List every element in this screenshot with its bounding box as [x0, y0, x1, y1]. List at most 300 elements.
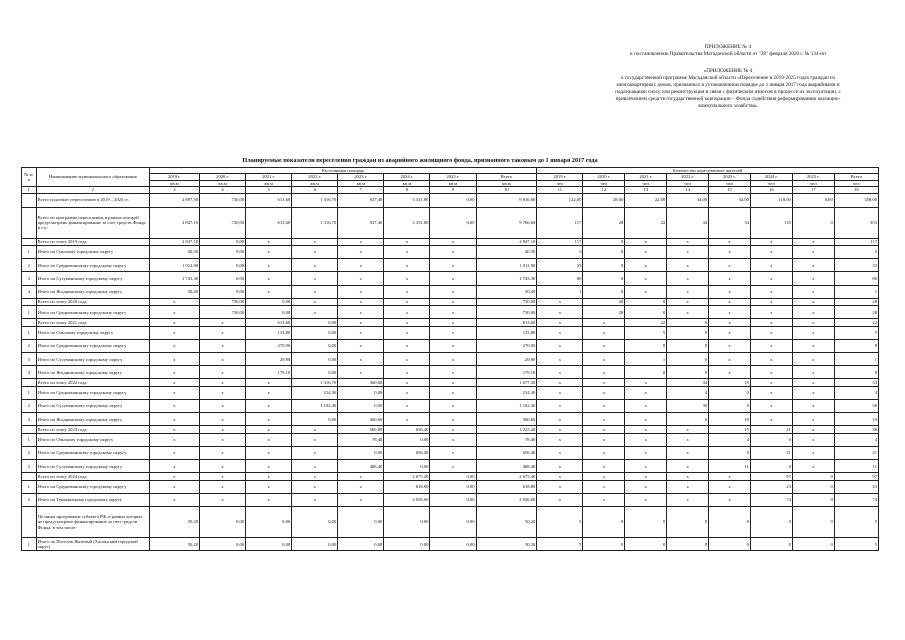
table-cell: 19 [709, 413, 751, 426]
table-cell: 1 743,30 [476, 272, 537, 285]
column-number: 5 [246, 187, 292, 193]
table-cell: 15 [709, 426, 751, 433]
table-cell: x [338, 366, 384, 379]
table-row [22, 413, 879, 426]
table-row [22, 298, 879, 305]
table-cell: 353 [834, 207, 878, 238]
row-number: 3 [22, 272, 37, 285]
table-cell: 0,00 [430, 207, 476, 238]
col-header-count: Количество переселяемых жителей [537, 168, 879, 174]
table-cell: 74 [750, 493, 792, 506]
table-cell: x [709, 306, 751, 319]
year-header: 2022 г. [667, 174, 709, 180]
table-cell: x [750, 379, 792, 386]
unit-header: чел [537, 180, 583, 186]
table-cell: x [667, 285, 709, 298]
column-number: 18 [834, 187, 878, 193]
year-header: 2024 г. [750, 174, 792, 180]
table-cell: 927,40 [338, 193, 384, 207]
column-number: 16 [750, 187, 792, 193]
table-cell: x [750, 319, 792, 326]
table-cell: 0 [792, 538, 834, 551]
unit-header: чел [750, 180, 792, 186]
year-header: 2020 г. [583, 174, 625, 180]
table-cell: x [338, 493, 384, 506]
table-cell: 0,00 [430, 507, 476, 538]
table-cell: x [149, 386, 199, 399]
table-cell: x [583, 353, 625, 366]
row-label: Итого по Ольскому городскому округу [36, 246, 149, 259]
table-cell: x [200, 413, 246, 426]
table-cell: x [384, 285, 430, 298]
table-cell: x [200, 460, 246, 473]
table-cell: 0 [709, 447, 751, 460]
row-label: Всего по этапу 2022 года [36, 379, 149, 386]
table-cell: 3 331,80 [384, 193, 430, 207]
table-row [22, 460, 879, 473]
table-cell: x [537, 473, 583, 480]
table-cell: 23 [750, 480, 792, 493]
row-label: Итого по Сусуманскому городскому округу [36, 460, 149, 473]
table-cell: 0 [625, 306, 667, 319]
table-row [22, 538, 879, 551]
row-number: 2 [22, 339, 37, 352]
table-cell: x [246, 272, 292, 285]
table-cell: 50,20 [149, 538, 199, 551]
row-number: 4 [22, 285, 37, 298]
table-cell: 358,00 [834, 193, 878, 207]
table-cell: 1 [537, 285, 583, 298]
table-cell: x [246, 473, 292, 480]
table-cell: 5 [537, 538, 583, 551]
table-cell: 2 056,60 [476, 493, 537, 506]
row-label: Всего по программе переселения, в рамках которой предусмотрено финансирование за счет средств Фонда, в т.ч.: [36, 207, 149, 238]
table-cell: 0 [667, 353, 709, 366]
table-cell: x [149, 326, 199, 339]
table-cell: 3 [834, 246, 878, 259]
row-number [22, 426, 37, 433]
table-cell: x [149, 379, 199, 386]
column-number: 7 [338, 187, 384, 193]
table-cell: 8 [834, 339, 878, 352]
table-cell: x [149, 353, 199, 366]
table-cell: x [430, 319, 476, 326]
table-cell: 36 [834, 426, 878, 433]
row-number: 2 [22, 400, 37, 413]
row-number: 1 [22, 386, 37, 399]
appendix-reference: к постановлению Правительства Магаданской области от "28" февраля 2020 г. № 134-пп [630, 51, 826, 57]
table-cell: x [246, 259, 292, 272]
table-cell: 0,00 [200, 538, 246, 551]
col-header-number: № п/п [22, 168, 37, 187]
table-cell: x [200, 473, 246, 480]
table-cell: x [384, 386, 430, 399]
unit-header: кв.м [246, 180, 292, 186]
document-title: Планируемые показатели переселения граждан из аварийного жилищного фонда, признанного таковым до 1 января 2017 года [242, 157, 598, 164]
table-cell: x [792, 379, 834, 386]
appendix-title: ПРИЛОЖЕНИЕ № 4 [704, 44, 752, 50]
table-cell: 656,40 [384, 447, 430, 460]
unit-header: кв.м [292, 180, 338, 186]
row-label: Итого по Сусуманскому городскому округу [36, 272, 149, 285]
table-cell: x [792, 433, 834, 446]
table-cell: x [200, 326, 246, 339]
table-cell: 0 [583, 259, 625, 272]
table-cell: x [583, 493, 625, 506]
table-cell: 0 [750, 460, 792, 473]
table-cell: x [709, 259, 751, 272]
year-header: 2023 г. [338, 174, 384, 180]
table-cell: 8 [834, 366, 878, 379]
row-label: Всего по этапу 2023 года [36, 426, 149, 433]
table-row [22, 426, 879, 433]
table-cell: 97 [834, 473, 878, 480]
table-cell: x [583, 400, 625, 413]
table-cell: 0 [709, 507, 751, 538]
column-number: 1 [22, 187, 37, 193]
table-cell: x [792, 460, 834, 473]
table-cell: x [625, 386, 667, 399]
table-cell: 40,50 [149, 246, 199, 259]
table-cell: 5 [834, 538, 878, 551]
table-row [22, 493, 879, 506]
table-cell: x [430, 460, 476, 473]
table-cell: x [709, 493, 751, 506]
table-cell: 50,40 [149, 285, 199, 298]
table-cell: 4 [834, 386, 878, 399]
row-number [22, 507, 37, 538]
table-cell: x [537, 433, 583, 446]
row-number: 4 [22, 366, 37, 379]
table-cell: x [430, 353, 476, 366]
table-cell: x [200, 339, 246, 352]
table-cell: 0,00 [384, 460, 430, 473]
table-cell: x [537, 493, 583, 506]
table-cell: 0,00 [246, 538, 292, 551]
unit-header: кв.м [384, 180, 430, 186]
table-cell: 730,00 [200, 306, 246, 319]
row-label: Итого по Среднеканскому городскому округу [36, 386, 149, 399]
table-cell: 0,00 [292, 366, 338, 379]
table-cell: 19 [834, 413, 878, 426]
table-cell: 270,90 [476, 339, 537, 352]
table-cell: 656,40 [384, 426, 430, 433]
table-cell: x [338, 246, 384, 259]
table-cell: 30 [667, 400, 709, 413]
table-cell: x [709, 238, 751, 245]
table-cell: x [625, 460, 667, 473]
table-cell: x [384, 298, 430, 305]
unit-header: чел [792, 180, 834, 186]
table-cell: x [384, 339, 430, 352]
table-cell: 0 [583, 238, 625, 245]
table-cell: x [537, 339, 583, 352]
column-number: 15 [709, 187, 751, 193]
row-label: Итого по Тенькинскому городскому округу [36, 493, 149, 506]
table-cell: x [750, 259, 792, 272]
table-cell: 53 [834, 379, 878, 386]
table-cell: x [709, 298, 751, 305]
table-cell: x [430, 433, 476, 446]
table-cell: 1 [834, 353, 878, 366]
table-cell: 730,00 [200, 193, 246, 207]
table-cell: x [750, 366, 792, 379]
table-cell: 613,60 [246, 319, 292, 326]
table-cell: x [583, 326, 625, 339]
table-cell: 21 [750, 447, 792, 460]
table-cell: x [149, 413, 199, 426]
row-number [22, 238, 37, 245]
row-number: 3 [22, 460, 37, 473]
row-label: Итого по Ягоднинскому городскому округу [36, 285, 149, 298]
table-cell: 28 [583, 298, 625, 305]
table-cell: x [246, 386, 292, 399]
table-cell: 78,40 [476, 433, 537, 446]
table-cell: 0 [792, 480, 834, 493]
table-cell: 0,00 [338, 386, 384, 399]
table-cell: 21 [750, 426, 792, 433]
table-cell: 122,00 [537, 193, 583, 207]
table-cell: 0 [667, 507, 709, 538]
table-cell: 2 847,10 [149, 238, 199, 245]
table-cell: x [338, 353, 384, 366]
row-number: 1 [22, 306, 37, 319]
table-cell: x [750, 298, 792, 305]
table-cell: 117 [834, 238, 878, 245]
table-cell: x [430, 306, 476, 319]
table-cell: 23 [834, 480, 878, 493]
table-cell: 0 [709, 400, 751, 413]
table-row [22, 400, 879, 413]
table-cell: 2 847,10 [476, 238, 537, 245]
row-number: 2 [22, 493, 37, 506]
table-cell: x [792, 366, 834, 379]
table-cell: 4 [667, 386, 709, 399]
table-cell: 730,00 [476, 306, 537, 319]
table-cell: x [338, 238, 384, 245]
col-header-area: Расселяемая площадь [149, 168, 537, 174]
table-cell: x [149, 493, 199, 506]
table-cell: x [537, 480, 583, 493]
row-number: 1 [22, 246, 37, 259]
table-cell: x [246, 400, 292, 413]
year-header: 2019 г. [537, 174, 583, 180]
table-cell: 0,00 [430, 480, 476, 493]
table-cell: x [149, 400, 199, 413]
table-row [22, 207, 879, 238]
row-label: Итого по Сусуманскому городскому округу [36, 353, 149, 366]
table-cell: x [292, 480, 338, 493]
table-cell: x [709, 272, 751, 285]
table-cell: 118 [750, 207, 792, 238]
table-cell: x [384, 259, 430, 272]
table-cell: x [750, 285, 792, 298]
year-header: 2025 г. [792, 174, 834, 180]
table-cell: x [625, 493, 667, 506]
table-cell: x [583, 473, 625, 480]
table-cell: x [583, 426, 625, 433]
unit-header: чел [583, 180, 625, 186]
table-cell: 0,00 [384, 538, 430, 551]
year-header: 2024 г. [384, 174, 430, 180]
table-cell: x [537, 413, 583, 426]
table-cell: 34 [709, 207, 751, 238]
table-cell: x [750, 413, 792, 426]
table-cell: x [246, 480, 292, 493]
table-row [22, 246, 879, 259]
table-cell: 78,40 [338, 433, 384, 446]
table-row [22, 285, 879, 298]
table-cell: x [246, 285, 292, 298]
table-cell: x [149, 480, 199, 493]
table-cell: x [583, 413, 625, 426]
table-cell: x [583, 366, 625, 379]
row-label: Итого по Ягоднинскому городскому округу [36, 366, 149, 379]
column-number: 4 [200, 187, 246, 193]
table-cell: x [625, 473, 667, 480]
column-number: 17 [792, 187, 834, 193]
table-cell: x [709, 246, 751, 259]
table-cell: x [430, 379, 476, 386]
table-cell: 0,00 [384, 433, 430, 446]
table-cell: 730,00 [200, 207, 246, 238]
table-cell: x [200, 426, 246, 433]
row-number [22, 319, 37, 326]
table-cell: 0,00 [430, 193, 476, 207]
table-cell: x [292, 460, 338, 473]
table-row [22, 272, 879, 285]
table-cell: 613,60 [476, 319, 537, 326]
table-cell: x [149, 366, 199, 379]
table-cell: x [750, 400, 792, 413]
table-cell: 0 [792, 507, 834, 538]
unit-header: кв.м [200, 180, 246, 186]
table-cell: x [149, 319, 199, 326]
table-cell: 0,00 [292, 507, 338, 538]
year-header: 2023 г. [709, 174, 751, 180]
table-cell: 8 [625, 366, 667, 379]
unit-header: кв.м [338, 180, 384, 186]
year-header: 2022 г. [292, 174, 338, 180]
table-cell: x [667, 246, 709, 259]
table-cell: 0,00 [292, 319, 338, 326]
table-cell: x [384, 400, 430, 413]
unit-header: чел [625, 180, 667, 186]
table-cell: 0 [709, 538, 751, 551]
table-cell: x [792, 298, 834, 305]
table-cell: x [792, 326, 834, 339]
table-cell: x [537, 447, 583, 460]
table-cell: x [792, 272, 834, 285]
table-cell: x [292, 473, 338, 480]
row-number: 2 [22, 447, 37, 460]
table-row [22, 379, 879, 386]
table-cell: 22,00 [625, 193, 667, 207]
table-cell: 0,00 [430, 473, 476, 480]
table-cell: x [537, 366, 583, 379]
table-row [22, 326, 879, 339]
table-row [22, 306, 879, 319]
table-cell: x [430, 426, 476, 433]
table-cell: 656,40 [476, 447, 537, 460]
table-cell: 133,80 [476, 326, 537, 339]
table-cell: x [537, 298, 583, 305]
table-cell: 11 [709, 460, 751, 473]
row-label: Всего подлежит переселению в 2019 – 2025 гг. [36, 193, 149, 207]
table-cell: 0,00 [200, 246, 246, 259]
table-cell: 0 [792, 207, 834, 238]
table-cell: 566,80 [338, 426, 384, 433]
table-cell: x [667, 493, 709, 506]
table-cell: 0 [583, 507, 625, 538]
table-cell: 730,00 [200, 298, 246, 305]
row-label: Всего по этапу 2021 года [36, 319, 149, 326]
table-cell: x [338, 326, 384, 339]
table-cell: 28 [583, 207, 625, 238]
table-cell: x [667, 259, 709, 272]
row-number: 3 [22, 353, 37, 366]
table-cell: 74 [834, 493, 878, 506]
table-row [22, 353, 879, 366]
table-cell: x [430, 298, 476, 305]
row-label: Итого по Среднеканскому городскому округу [36, 259, 149, 272]
table-cell: 214,30 [292, 386, 338, 399]
table-cell: 360,60 [338, 413, 384, 426]
table-cell: 0,00 [292, 326, 338, 339]
table-cell: 0,00 [430, 493, 476, 506]
table-cell: 2 675,40 [476, 473, 537, 480]
unit-header: кв.м [149, 180, 199, 186]
table-cell: x [625, 480, 667, 493]
column-number: 9 [430, 187, 476, 193]
table-cell: x [200, 447, 246, 460]
table-cell: 179,10 [476, 366, 537, 379]
table-cell: x [625, 400, 667, 413]
table-cell: 1 316,70 [292, 207, 338, 238]
table-cell: x [709, 480, 751, 493]
table-cell: x [430, 366, 476, 379]
table-cell: x [246, 238, 292, 245]
table-cell: 117 [537, 238, 583, 245]
table-cell: x [292, 433, 338, 446]
table-cell: 50,20 [149, 507, 199, 538]
table-cell: x [338, 285, 384, 298]
table-cell: 30 [834, 400, 878, 413]
table-cell: 5 [625, 326, 667, 339]
row-label: Итого по Среднеканскому городскому округу [36, 306, 149, 319]
table-cell: x [430, 246, 476, 259]
table-cell: 0 [667, 366, 709, 379]
table-cell: 0,00 [292, 339, 338, 352]
row-label: Итого по Поселок Жатовый (Хасынский городской округ) [36, 538, 149, 551]
col-header-name: Наименование муниципального образования [36, 168, 149, 187]
table-cell: x [792, 259, 834, 272]
table-cell: 0,00 [338, 447, 384, 460]
table-cell: x [750, 272, 792, 285]
table-cell: 21 [834, 447, 878, 460]
table-cell: x [384, 306, 430, 319]
table-cell: 22 [625, 319, 667, 326]
table-cell: 1 012,90 [149, 259, 199, 272]
table-cell: 927,40 [338, 207, 384, 238]
table-cell: 50,20 [476, 507, 537, 538]
table-cell: x [430, 413, 476, 426]
table-cell: x [792, 306, 834, 319]
table-cell: x [537, 379, 583, 386]
table-row [22, 259, 879, 272]
table-cell: x [537, 353, 583, 366]
table-cell: 80 [537, 272, 583, 285]
